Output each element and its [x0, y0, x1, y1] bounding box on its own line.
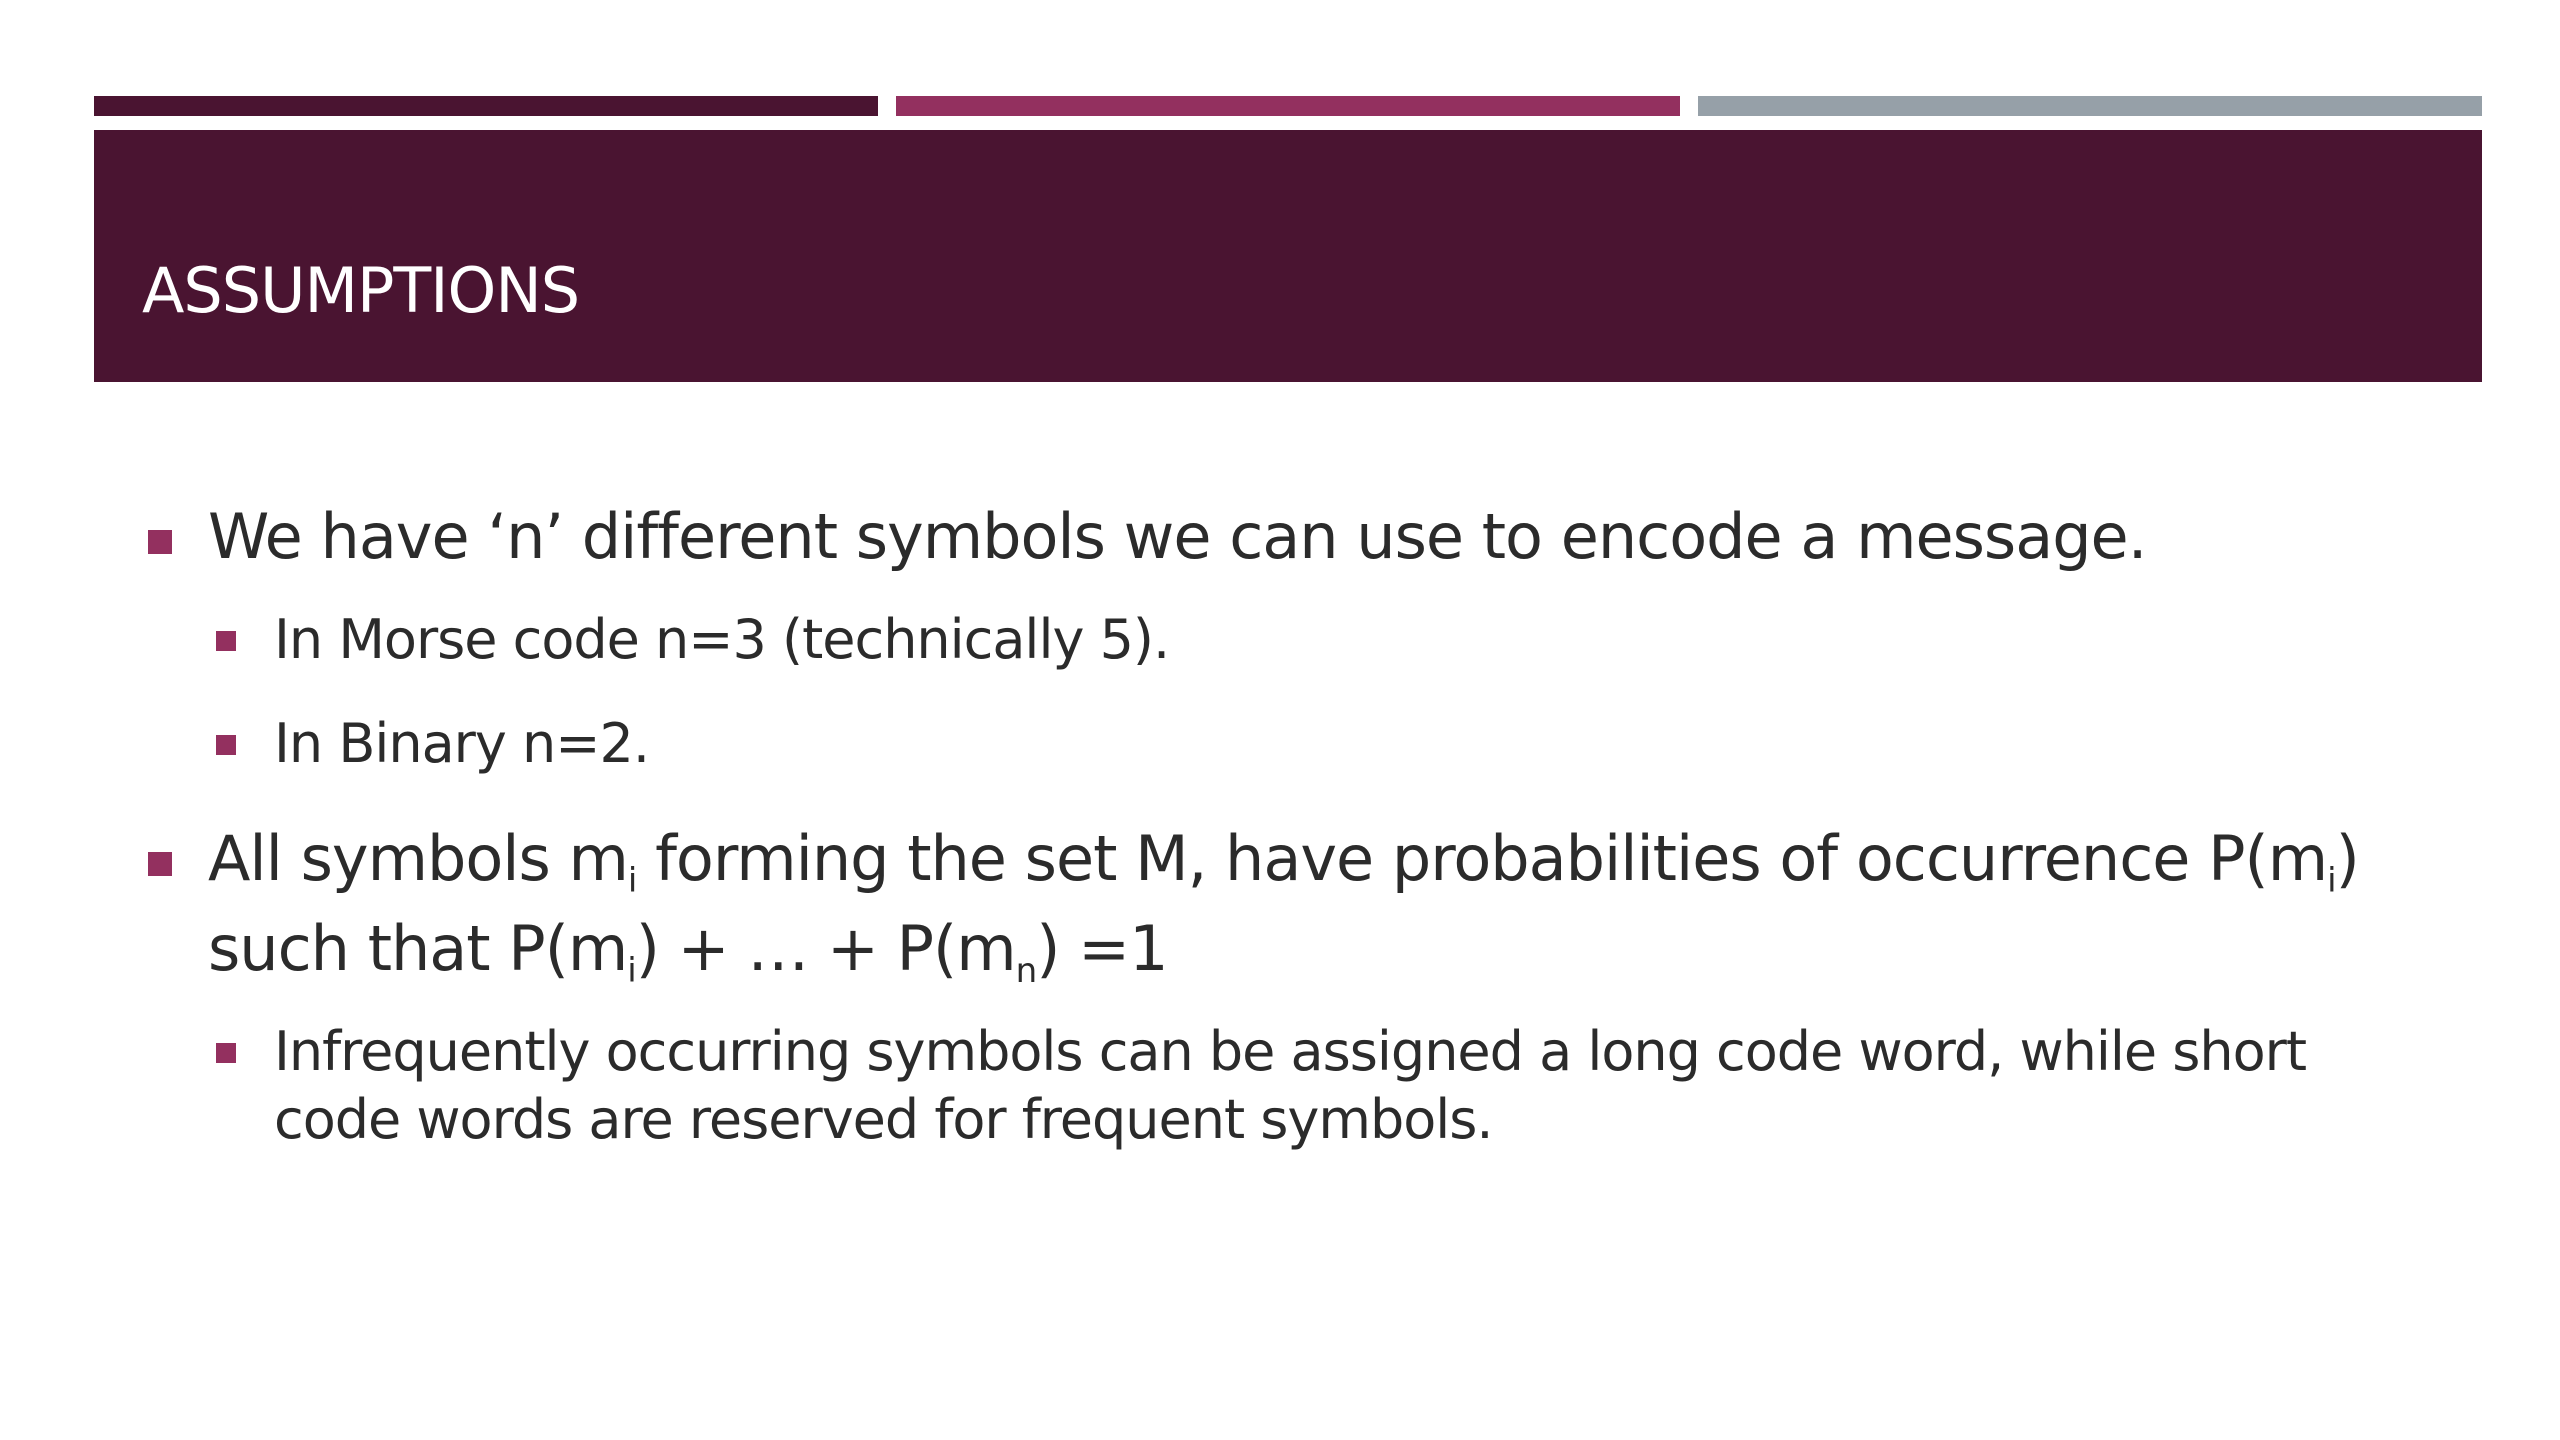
- sub-bullet-morse-text: In Morse code n=3 (technically 5).: [274, 608, 1170, 671]
- title-band: [94, 130, 2482, 382]
- accent-bar-dark: [94, 96, 878, 116]
- slide-content: [146, 492, 2446, 1190]
- bullet-symbols-text: We have ‘n’ different symbols we can use to encode a message.: [208, 500, 2147, 573]
- bullet-prob-part5: ) =1: [1036, 912, 1168, 985]
- sub-bullet-binary-text: In Binary n=2.: [274, 712, 649, 775]
- accent-bar-magenta: [896, 96, 1680, 116]
- subscript-n: n: [1015, 950, 1037, 991]
- sub-bullet-code-words: [146, 1018, 2414, 1154]
- subscript-i-3: i: [627, 950, 636, 991]
- bullet-probabilities: [146, 814, 2468, 994]
- bullet-prob-part1: All symbols m: [208, 822, 628, 895]
- subscript-i-1: i: [627, 860, 637, 901]
- bullet-prob-part4: ) + … + P(m: [635, 912, 1016, 985]
- accent-bar-gray: [1698, 96, 2482, 116]
- subscript-i-2: i: [2327, 860, 2336, 901]
- sub-bullet-code-words-text: Infrequently occurring symbols can be assigned a long code word, while short code words are reserved for frequent symbols.: [274, 1020, 2307, 1151]
- bullet-prob-part2: forming the set M, have probabilities of occurrence P(m: [636, 822, 2328, 895]
- sub-bullet-binary: [146, 710, 2414, 778]
- sub-bullet-morse: [146, 606, 2414, 674]
- bullet-prob-part3: ) such that P(m: [208, 822, 2359, 985]
- slide-title: ASSUMPTIONS: [142, 254, 580, 327]
- bullet-symbols: [146, 492, 2446, 582]
